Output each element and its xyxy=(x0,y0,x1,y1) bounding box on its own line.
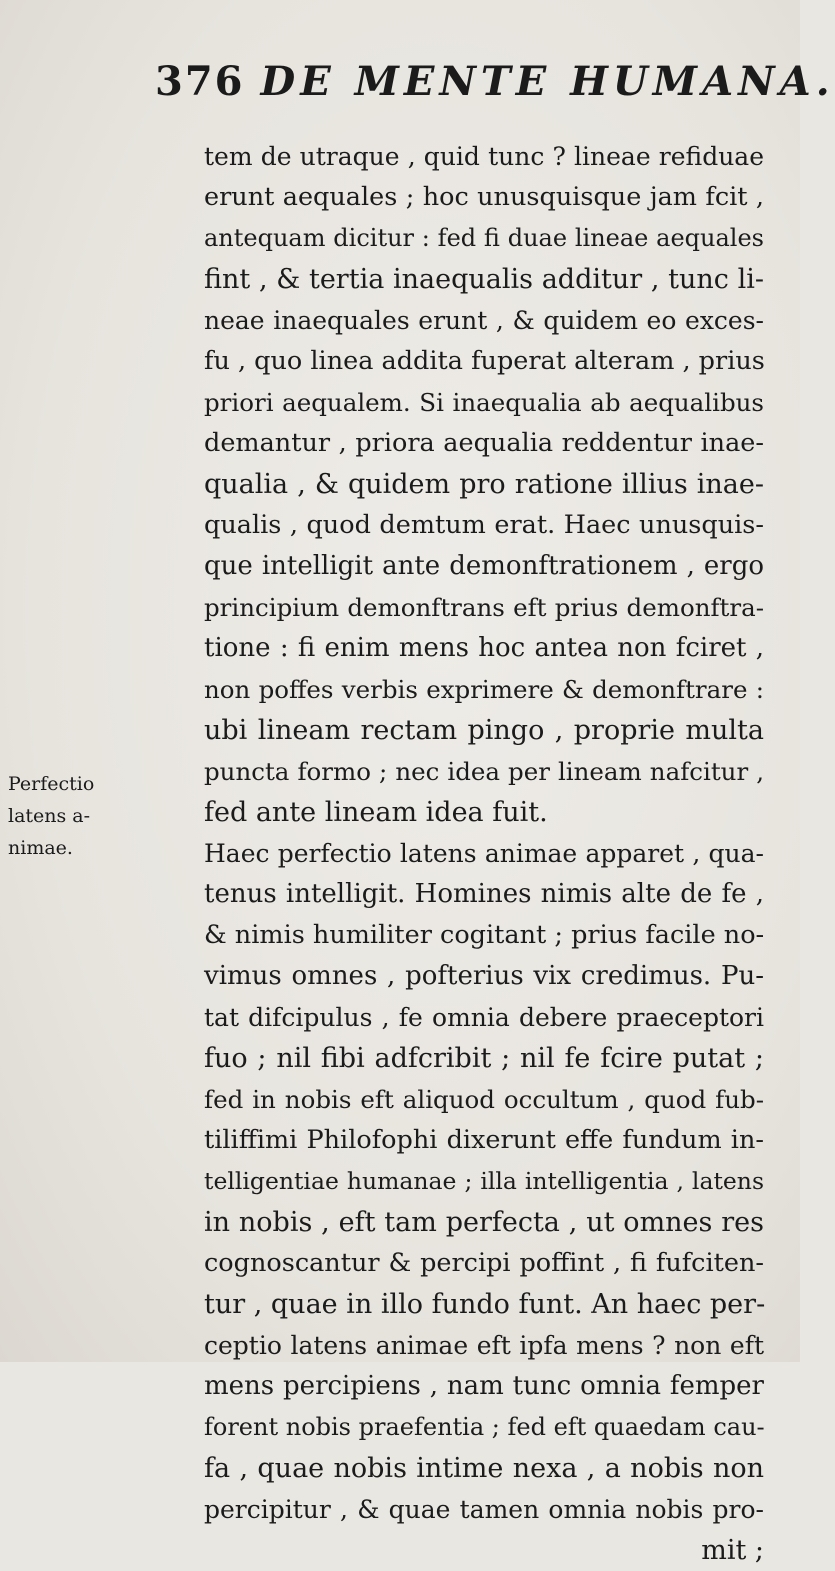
text-line: tur , quae in illo fundo funt. An haec per- xyxy=(204,1289,766,1320)
text-line: non poffes verbis exprimere & demonftrare : xyxy=(204,675,764,704)
text-line: demantur , priora aequalia reddentur inae- xyxy=(204,428,764,458)
margin-note-line: Perfectio xyxy=(8,773,95,795)
text-line: qualia , & quidem pro ratione illius inae- xyxy=(204,469,764,500)
margin-note-line: latens a- xyxy=(8,805,91,827)
text-line: & nimis humiliter cogitant ; prius facile no- xyxy=(204,920,765,950)
text-line: erunt aequales ; hoc unusquisque jam fcit , xyxy=(204,182,764,212)
text-line: priori aequalem. Si inaequalia ab aequalibus xyxy=(204,388,764,417)
text-line: fa , quae nobis intime nexa , a nobis non xyxy=(204,1453,764,1484)
text-line: tat difcipulus , fe omnia debere praeceptori xyxy=(204,1003,764,1032)
body-text xyxy=(204,136,764,1571)
text-line: cognoscantur & percipi poffint , fi fufciten- xyxy=(204,1248,764,1278)
text-line: in nobis , eft tam perfecta , ut omnes res xyxy=(204,1207,764,1238)
text-line: ubi lineam rectam pingo , proprie multa xyxy=(204,715,764,746)
text-line: fed ante lineam idea fuit. xyxy=(204,797,548,828)
text-line: fed in nobis eft aliquod occultum , quod fub- xyxy=(204,1085,764,1114)
text-line: tiliffimi Philofophi dixerunt effe fundum in- xyxy=(204,1125,764,1155)
text-line: fu , quo linea addita fuperat alteram , prius xyxy=(204,346,765,376)
text-line: tenus intelligit. Homines nimis alte de fe , xyxy=(204,879,764,909)
text-line: puncta formo ; nec idea per lineam nafcitur , xyxy=(204,757,764,786)
catchword: mit ; xyxy=(701,1535,764,1566)
text-line: antequam dicitur : fed fi duae lineae aequales xyxy=(204,224,764,252)
text-line: forent nobis praefentia ; fed eft quaedam cau- xyxy=(204,1413,765,1441)
text-line: ceptio latens animae eft ipfa mens ? non eft xyxy=(204,1331,764,1360)
text-line: qualis , quod demtum erat. Haec unusquis- xyxy=(204,510,764,540)
text-line: principium demonftrans eft prius demonftra- xyxy=(204,593,764,622)
text-line: fint , & tertia inaequalis additur , tunc li- xyxy=(204,264,764,295)
running-header xyxy=(155,58,835,105)
running-title: DE MENTE HUMANA. xyxy=(260,58,835,105)
text-line: fuo ; nil fibi adfcribit ; nil fe fcire putat ; xyxy=(204,1043,764,1074)
text-line: que intelligit ante demonftrationem , ergo xyxy=(204,551,764,581)
text-line: Haec perfectio latens animae apparet , qua- xyxy=(204,839,764,868)
page-number: 376 xyxy=(155,58,245,105)
text-line: mens percipiens , nam tunc omnia femper xyxy=(204,1371,764,1401)
margin-note-line: nimae. xyxy=(8,837,73,859)
text-line: telligentiae humanae ; illa intelligentia , latens xyxy=(204,1167,764,1195)
text-line: percipitur , & quae tamen omnia nobis pro- xyxy=(204,1495,764,1524)
text-line: tione : fi enim mens hoc antea non fciret , xyxy=(204,633,764,663)
text-line: vimus omnes , pofterius vix credimus. Pu- xyxy=(204,961,764,991)
text-line: neae inaequales erunt , & quidem eo exces- xyxy=(204,306,764,335)
margin-note xyxy=(8,768,100,864)
text-line: tem de utraque , quid tunc ? lineae refiduae xyxy=(204,142,764,171)
